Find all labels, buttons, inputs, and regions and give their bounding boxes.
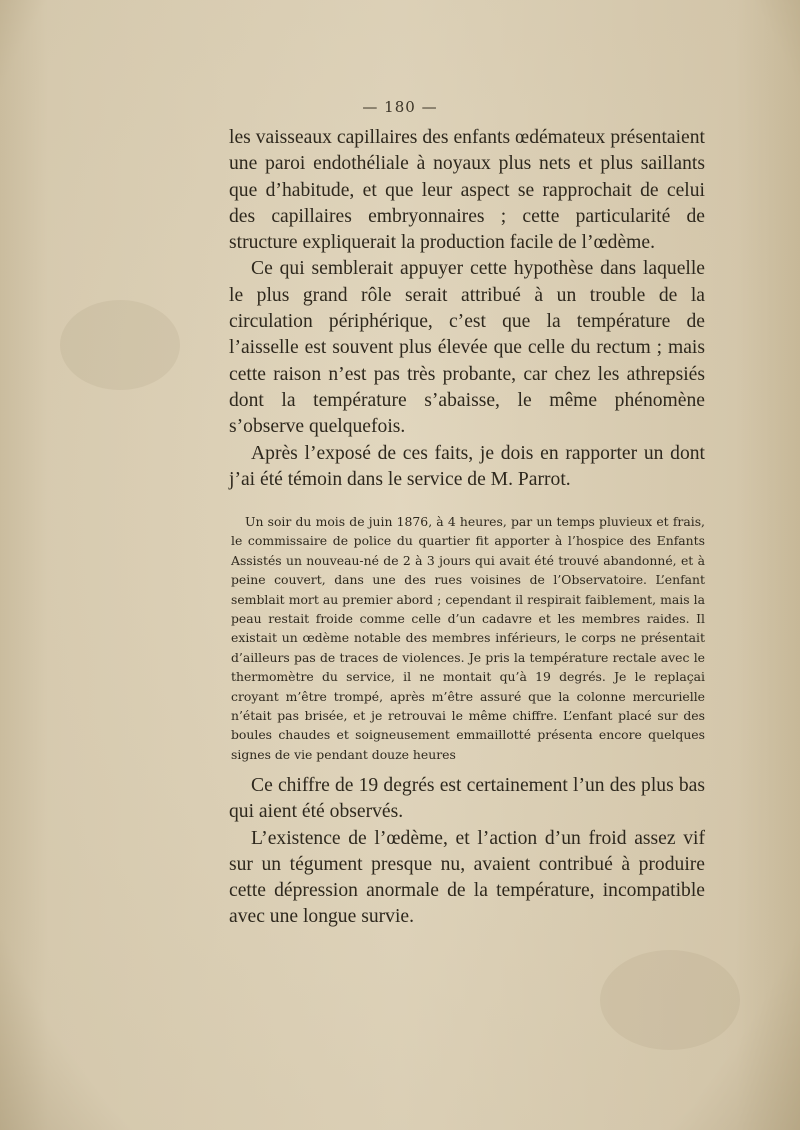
paragraph: Ce chiffre de 19 degrés est certainement l’un des plus bas qui aient été observés. <box>229 775 705 823</box>
body-text-bottom <box>229 773 705 931</box>
case-observation-note <box>231 512 705 764</box>
page-number: — 180 — <box>362 98 438 116</box>
paragraph: Ce qui semblerait appuyer cette hypothèse dans laquelle le plus grand rôle serait attribué à un trouble de la circulation périphérique, c’est que la température de l’aisselle est souvent plus élevée que celle du rectum ; mais cette raison n’est pas très probante, car chez les athrepsiés dont la température s’abaisse, le même phénomène s’observe quelquefois. <box>229 258 705 438</box>
paragraph: les vaisseaux capillaires des enfants œdémateux présentaient une paroi endothéliale à noyaux plus nets et plus saillants que d’habitude, et que leur aspect se rapprochait de celui des capillaires embryonnaires ; cette particularité de structure expliquerait la production facile de l’œdème. <box>229 127 705 254</box>
body-text-top <box>229 125 705 493</box>
paper-stain <box>600 950 740 1050</box>
paper-stain <box>60 300 180 390</box>
note-paragraph: Un soir du mois de juin 1876, à 4 heures, par un temps pluvieux et frais, le commissaire de police du quartier fit apporter à l’hospice des Enfants Assistés un nouveau-né de 2 à 3 jours qui avait été trouvé abandonné, et à peine couvert, dans une des rues voisines de l’Observatoire. L’enfant semblait mort au premier abord ; cependant il respirait faiblement, mais la peau restait froide comme celle d’un cadavre et les membres raides. Il existait un œdème notable des membres inférieurs, le corps ne présentait d’ailleurs pas de traces de violences. Je pris la température rectale avec le thermomètre du service, il ne montait qu’à 19 degrés. Je le replaçai croyant m’être trompé, après m’être assuré que la colonne mercurielle n’était pas brisée, et je retrouvai le même chiffre. L’enfant placé sur des boules chaudes et soigneusement emmaillotté présenta encore quelques signes de vie pendant douze heures <box>231 514 705 762</box>
paragraph: Après l’exposé de ces faits, je dois en rapporter un dont j’ai été témoin dans le service de M. Parrot. <box>229 442 705 490</box>
paragraph: L’existence de l’œdème, et l’action d’un froid assez vif sur un tégument presque nu, avaient contribué à produire cette dépression anormale de la température, incompatible avec une longue survie. <box>229 827 705 928</box>
